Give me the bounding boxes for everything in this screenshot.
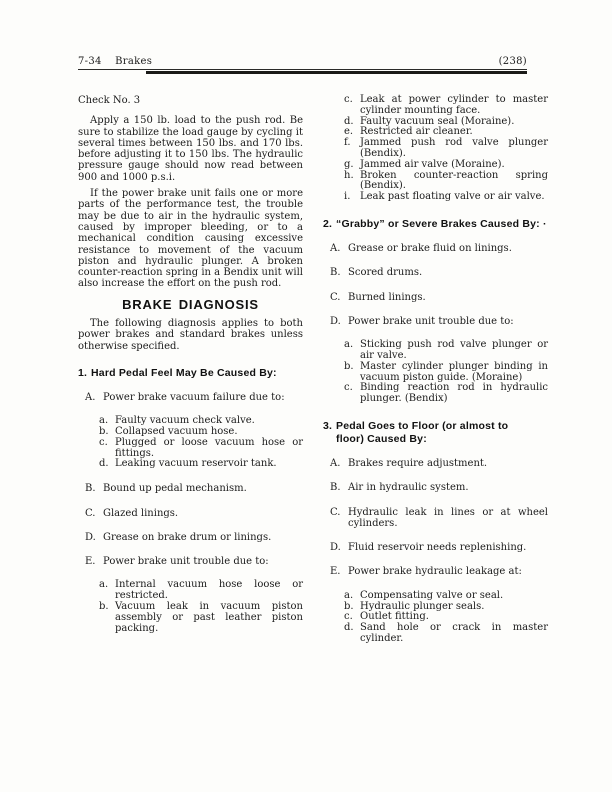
sublist-1A — [78, 416, 303, 470]
section-number: 7-34 — [78, 56, 102, 67]
sub-item — [323, 340, 548, 362]
heading-title: “Grabby” or Severe Brakes Caused By: · — [336, 217, 547, 230]
list-item-3D — [323, 542, 548, 553]
sub-item — [78, 580, 303, 602]
sub-item-text: Jammed air valve (Moraine). — [360, 158, 505, 170]
list-item-2B — [323, 267, 548, 278]
numbered-heading-2 — [323, 218, 548, 231]
sublist-1E-continued — [323, 95, 548, 203]
sub-item-text: Hydraulic plunger seals. — [360, 600, 485, 612]
sub-item — [323, 362, 548, 384]
sub-item — [323, 602, 548, 613]
item-prefix: A. — [85, 391, 96, 403]
header-rule-thick — [146, 71, 527, 74]
item-prefix: D. — [330, 542, 341, 554]
heading-title: Hard Pedal Feel May Be Caused By: — [91, 366, 277, 379]
sub-item-prefix: i. — [344, 191, 351, 203]
item-prefix: C. — [330, 291, 341, 303]
sublist-1E — [78, 580, 303, 634]
item-text: Power brake vacuum failure due to: — [103, 391, 285, 403]
list-item-3E — [323, 566, 548, 577]
list-item-1A — [78, 392, 303, 403]
heading-number: 3. — [323, 419, 333, 432]
item-text: Air in hydraulic system. — [348, 482, 469, 494]
item-text: Scored drums. — [348, 267, 423, 279]
sub-item-prefix: b. — [344, 600, 354, 612]
list-item-3C — [323, 507, 548, 530]
item-text: Bound up pedal mechanism. — [103, 483, 247, 495]
header-left — [78, 56, 152, 67]
sub-item-prefix: d. — [344, 115, 354, 127]
sub-item-text: Compensating valve or seal. — [360, 589, 504, 601]
heading-number: 2. — [323, 217, 333, 230]
sub-item-prefix: a. — [344, 589, 354, 601]
sub-item — [323, 192, 548, 203]
sub-item-prefix: f. — [344, 137, 351, 149]
sub-item-prefix: c. — [344, 94, 353, 105]
sub-item-prefix: a. — [99, 415, 109, 427]
sub-item — [78, 602, 303, 634]
sub-item-prefix: b. — [344, 360, 354, 372]
brake-diagnosis-heading: BRAKE DIAGNOSIS — [122, 296, 259, 312]
sub-item-prefix: c. — [344, 611, 353, 623]
sub-item-text: Internal vacuum hose loose or restricted. — [115, 579, 303, 602]
heading-title-line2: floor) Caused By: — [336, 432, 427, 445]
sub-item — [323, 95, 548, 117]
item-prefix: B. — [330, 267, 341, 279]
list-item-1E — [78, 556, 303, 567]
item-text: Power brake hydraulic leakage at: — [348, 566, 522, 578]
sub-item-prefix: d. — [344, 622, 354, 634]
sub-item-text: Sand hole or crack in master cylinder. — [360, 622, 548, 644]
sub-item-text: Outlet fitting. — [360, 611, 429, 623]
item-text: Fluid reservoir needs replenishing. — [348, 542, 527, 554]
sub-item-text: Leak at power cylinder to master cylinder mounting face. — [360, 94, 548, 116]
item-text: Brakes require adjustment. — [348, 457, 488, 469]
sub-item-text: Leak past floating valve or air valve. — [360, 191, 545, 203]
list-item-2C — [323, 292, 548, 303]
item-text: Burned linings. — [348, 291, 426, 303]
page-header — [78, 56, 527, 67]
header-rule-thin — [78, 69, 527, 70]
heading-title-line1: Pedal Goes to Floor (or almost to — [336, 419, 509, 432]
sub-item — [78, 459, 303, 470]
list-item-2D — [323, 316, 548, 327]
sub-item-text: Faulty vacuum seal (Moraine). — [360, 115, 515, 127]
sub-item-text: Binding reaction rod in hydraulic plunger. (Bendix) — [360, 382, 548, 405]
sub-item-text: Plugged or loose vacuum hose or fittings. — [115, 436, 303, 459]
sub-item-text: Faulty vacuum check valve. — [115, 415, 255, 427]
paragraph-diagnosis-intro: The following diagnosis applies to both power brakes and standard brakes unless otherwise specified. — [78, 318, 303, 352]
sub-item-prefix: d. — [99, 458, 109, 470]
sub-item-prefix: h. — [344, 169, 354, 181]
sub-item-prefix: c. — [344, 382, 353, 394]
list-item-1D — [78, 532, 303, 543]
item-prefix: E. — [85, 556, 96, 568]
list-item-3B — [323, 482, 548, 493]
sub-item — [78, 438, 303, 460]
item-prefix: E. — [330, 566, 341, 578]
item-prefix: C. — [85, 507, 96, 519]
sub-item-text: Sticking push rod valve plunger or air valve. — [360, 339, 548, 361]
sub-item-prefix: b. — [99, 601, 109, 612]
sub-item-prefix: b. — [99, 426, 109, 438]
sub-item-text: Restricted air cleaner. — [360, 126, 473, 138]
sub-item-prefix: c. — [99, 436, 108, 448]
item-prefix: B. — [330, 482, 341, 494]
item-prefix: C. — [330, 506, 341, 518]
item-text: Grease or brake fluid on linings. — [348, 242, 512, 254]
sublist-2D — [323, 340, 548, 405]
list-item-1B — [78, 483, 303, 494]
item-text: Power brake unit trouble due to: — [103, 556, 269, 568]
list-item-3A — [323, 458, 548, 469]
item-prefix: A. — [330, 242, 341, 254]
sub-item-prefix: a. — [344, 339, 354, 351]
sub-item-text: Master cylinder plunger binding in vacuum piston guide. (Moraine) — [360, 360, 548, 383]
sub-item-prefix: g. — [344, 158, 354, 170]
sub-item — [323, 138, 548, 160]
sub-item-text: Jammed push rod valve plunger (Bendix). — [360, 137, 548, 159]
sub-item-text: Broken counter-reaction spring (Bendix). — [360, 169, 548, 192]
numbered-heading-3 — [323, 420, 548, 446]
right-column — [323, 93, 548, 658]
sub-item — [323, 171, 548, 193]
content-columns — [78, 93, 548, 658]
sub-item-text: Vacuum leak in vacuum piston assembly or past leather piston packing. — [115, 601, 303, 634]
item-prefix: A. — [330, 457, 341, 469]
sub-item-prefix: e. — [344, 126, 354, 138]
left-column — [78, 93, 303, 658]
document-title: Brakes — [115, 56, 153, 67]
page-number: (238) — [498, 56, 527, 67]
item-prefix: D. — [85, 531, 96, 543]
list-item-2A — [323, 243, 548, 254]
item-text: Grease on brake drum or linings. — [103, 531, 272, 543]
numbered-heading-1 — [78, 367, 303, 380]
sub-item — [323, 383, 548, 405]
sub-item-text: Collapsed vacuum hose. — [115, 426, 238, 438]
sub-item-prefix: a. — [99, 579, 109, 591]
paragraph-apply-load: Apply a 150 lb. load to the push rod. Be sure to stabilize the load gauge by cycling it several times between 150 lbs. and 170 lbs. before adjusting it to 150 lbs. The hydraulic pressure gauge should now read between 900 and 1000 p.s.i. — [78, 115, 303, 183]
paragraph-performance-test: If the power brake unit fails one or more parts of the performance test, the trouble may be due to air in the hydraulic system, caused by improper bleeding, or to a mechanical condition causing excessive resistance to movement of the vacuum piston and hydraulic plunger. A broken counter-reaction spring in a Bendix unit will also increase the effort on the push rod. — [78, 188, 303, 290]
sub-item-text: Leaking vacuum reservoir tank. — [115, 458, 277, 470]
item-text: Hydraulic leak in lines or at wheel cylinders. — [348, 506, 548, 529]
heading-number: 1. — [78, 366, 88, 379]
check-heading: Check No. 3 — [78, 95, 141, 106]
item-text: Power brake unit trouble due to: — [348, 315, 514, 327]
sublist-3E — [323, 591, 548, 645]
sub-item — [323, 623, 548, 645]
item-text: Glazed linings. — [103, 507, 179, 519]
item-prefix: D. — [330, 315, 341, 327]
item-prefix: B. — [85, 483, 96, 495]
list-item-1C — [78, 508, 303, 519]
